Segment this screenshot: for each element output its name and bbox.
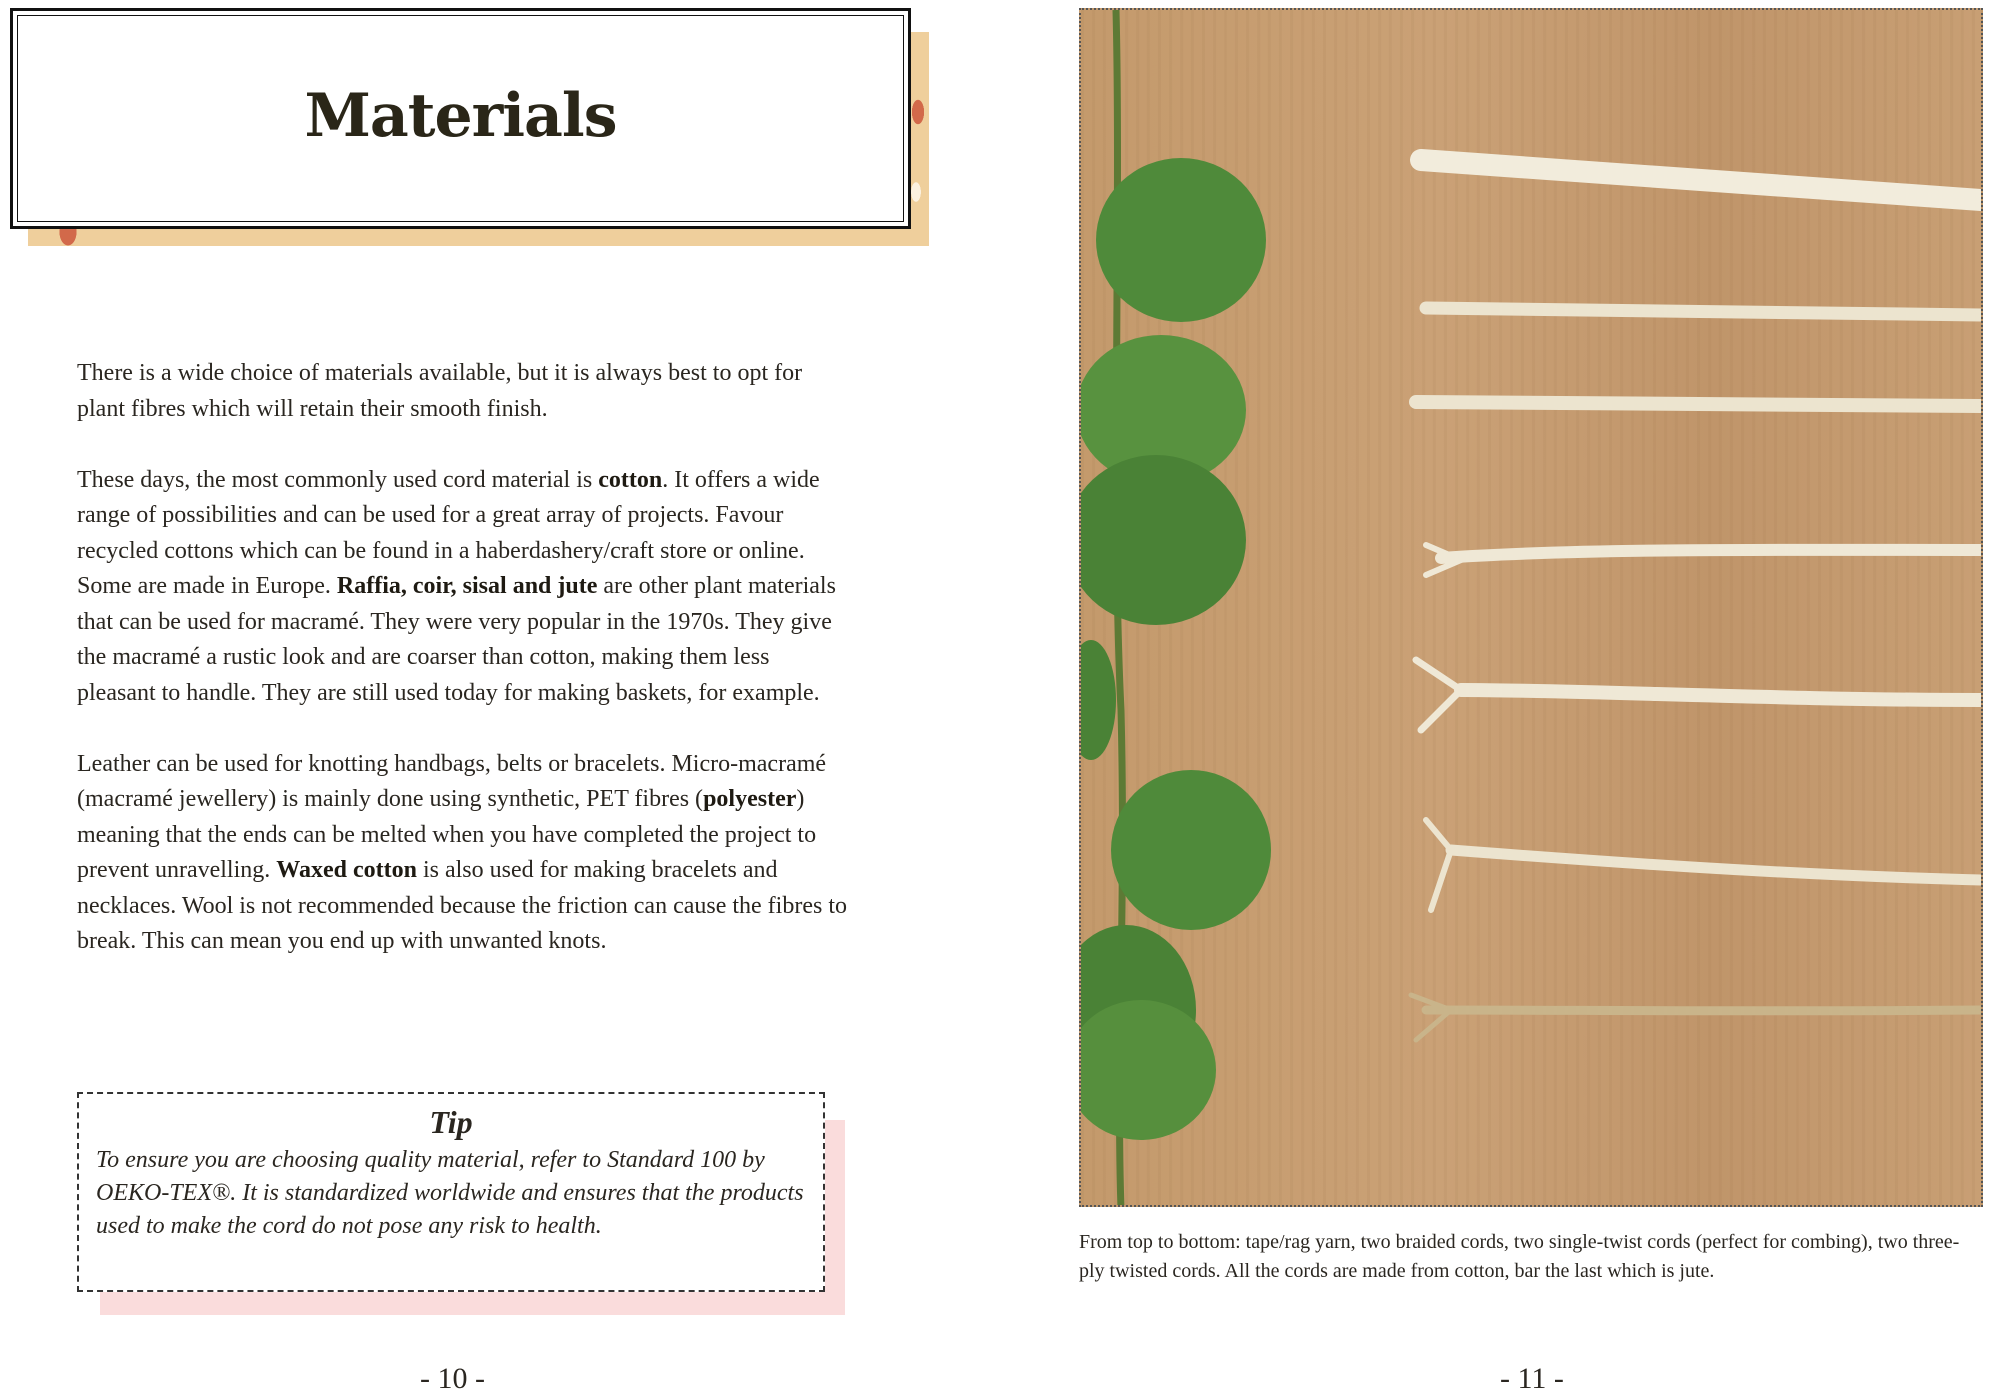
cords [1411, 160, 1981, 1040]
paragraph [77, 356, 852, 427]
text-segment: is also used for making bracelets and necklaces. Wool is not recommended because the friction can cause the fibres to break. This can mean you end up with unwanted knots. [77, 857, 847, 954]
bold-term: polyester [703, 786, 797, 812]
text-segment: ) meaning that the ends can be melted when you have completed the project to prevent unravelling. [77, 786, 817, 883]
bold-term: cotton [598, 466, 663, 493]
page-number-left: - 10 - [420, 1362, 485, 1395]
leaf-vine [1081, 10, 1271, 1207]
text-segment: Leather can be used for knotting handbags, belts or bracelets. Micro-macramé (macramé jewellery) is mainly done using synthetic, PET fibres ( [77, 750, 827, 812]
cord-tape-yarn [1421, 160, 1981, 200]
page-title: Materials [304, 81, 617, 151]
cord-frayed-end [1411, 995, 1451, 1040]
cord-single-twist-2 [1461, 690, 1981, 700]
cords-illustration [1081, 10, 1983, 1207]
cord-single-twist-1 [1441, 550, 1981, 558]
cord-jute [1426, 1010, 1981, 1011]
page-number-right: - 11 - [1500, 1362, 1564, 1395]
text-segment: are other plant materials that can be used for macramé. They were very popular in the 1970s. They give the macramé a rustic look and are coarser than cotton, making them less pleasant to handle. They are still used today for making baskets, for example. [77, 573, 836, 706]
cord-braided-2 [1416, 402, 1981, 406]
tip-text: To ensure you are choosing quality material, refer to Standard 100 by OEKO-TEX®. It is standardized worldwide and ensures that the products used to make the cord do not pose any risk to health. [96, 1147, 804, 1239]
cord-braided-1 [1426, 308, 1981, 315]
body-text [77, 356, 852, 995]
cord-frayed-end [1416, 660, 1461, 730]
tip-title: Tip [429, 1104, 473, 1140]
cords-photo [1079, 8, 1983, 1207]
text-segment: These days, the most commonly used cord material is [77, 466, 599, 493]
bold-term: Raffia, coir, sisal and jute [336, 573, 598, 599]
bold-term: Waxed cotton [276, 857, 417, 883]
text-segment: There is a wide choice of materials available, but it is always best to opt for plant fibres which will retain their smooth finish. [77, 360, 803, 422]
tip-box [77, 1092, 825, 1292]
cord-three-ply [1451, 850, 1981, 880]
title-box [10, 8, 911, 229]
cord-frayed-end [1426, 820, 1451, 910]
paragraph [77, 463, 852, 712]
photo-caption: From top to bottom: tape/rag yarn, two braided cords, two single-twist cords (perfect for combing), two three-ply twisted cords. All the cords are made from cotton, bar the last which is jute. [1079, 1231, 1960, 1282]
paragraph [77, 747, 852, 960]
text-segment: . It offers a wide range of possibilities and can be used for a great array of projects. Favour recycled cottons which can be found in a haberdashery/craft store or online. Some are made in Europe. [77, 466, 820, 599]
